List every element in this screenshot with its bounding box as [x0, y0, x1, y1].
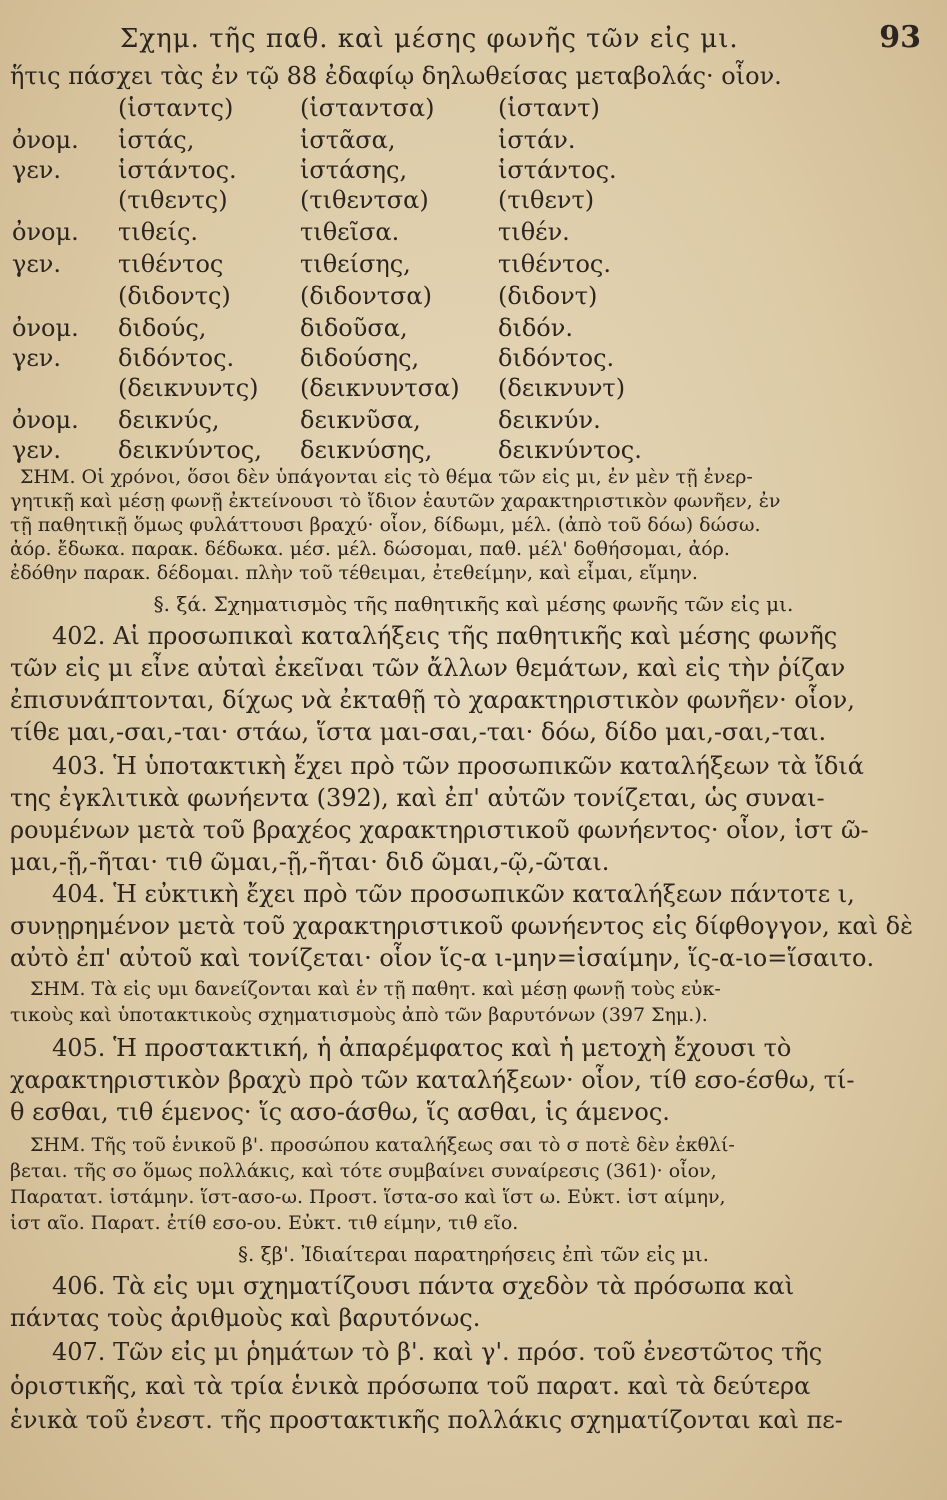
neuter-form: δεικνύν. [498, 406, 601, 434]
note-line: ΣΗΜ. Τῆς τοῦ ἑνικοῦ β'. προσώπου καταλήξεως σαι τὸ σ ποτὲ δὲν ἐκθλί- [30, 1134, 735, 1156]
paragraph-line: ὁριστικῆς, καὶ τὰ τρία ἑνικὰ πρόσωπα τοῦ παρατ. καὶ τὰ δεύτερα [10, 1372, 811, 1400]
intro-line: ἥτις πάσχει τὰς ἐν τῷ 88 ἐδαφίῳ δηλωθείσας μεταβολάς· οἷον. [10, 62, 782, 90]
feminine-form: διδοῦσα, [300, 314, 408, 342]
feminine-form: ἱστᾶσα, [300, 126, 396, 154]
case-label: γεν. [12, 344, 61, 372]
neuter-form: διδόν. [498, 314, 573, 342]
case-label: γεν. [12, 156, 61, 184]
case-label: ὀνομ. [12, 406, 79, 434]
paragraph-line: ρουμένων μετὰ τοῦ βραχέος χαρακτηριστικοῦ φωνήεντος· οἷον, ἱστ ῶ- [10, 816, 869, 844]
feminine-form: (διδοντσα) [300, 282, 432, 310]
masculine-form: ἱστάς, [118, 126, 195, 154]
page-header [0, 20, 947, 60]
paragraph-line: πάντας τοὺς ἀριθμοὺς καὶ βαρυτόνως. [10, 1304, 481, 1332]
paragraph-line: ἐπισυνάπτονται, δίχως νὰ ἐκταθῇ τὸ χαρακτηριστικὸν φωνῆεν· οἷον, [10, 686, 855, 714]
neuter-form: τιθέν. [498, 218, 570, 246]
note-line: ἀόρ. ἔδωκα. παρακ. δέδωκα. μέσ. μέλ. δώσομαι, παθ. μέλ' δοθήσομαι, ἀόρ. [10, 538, 730, 560]
paragraph-line: τίθε μαι,-σαι,-ται· στάω, ἵστα μαι-σαι,-ται· δόω, δίδο μαι,-σαι,-ται. [10, 718, 827, 746]
feminine-form: τιθείσης, [300, 250, 411, 278]
note-line: Παρατατ. ἱστάμην. ἵστ-ασο-ω. Προστ. ἵστα-σο καὶ ἵστ ω. Εὐκτ. ἱστ αίμην, [10, 1186, 726, 1208]
paragraph-line: μαι,-ῇ,-ῆται· τιθ ῶμαι,-ῇ,-ῆται· διδ ῶμαι,-ῷ,-ῶται. [10, 848, 610, 876]
note-line: ΣΗΜ. Οἱ χρόνοι, ὅσοι δὲν ὑπάγονται εἰς τὸ θέμα τῶν εἰς μι, ἐν μὲν τῇ ἐνερ- [20, 466, 753, 488]
paragraph-line: ἑνικὰ τοῦ ἐνεστ. τῆς προστακτικῆς πολλάκις σχηματίζονται καὶ πε- [10, 1406, 843, 1434]
paragraph-line: 404. Ἡ εὐκτικὴ ἔχει πρὸ τῶν προσωπικῶν καταλήξεων πάντοτε ι, [52, 880, 855, 908]
paragraph-line: αὐτὸ ἐπ' αὐτοῦ καὶ τονίζεται· οἷον ἵς-α ι-μην=ἱσαίμην, ἵς-α-ιο=ἵσαιτο. [10, 944, 875, 972]
masculine-form: διδόντος. [118, 344, 235, 372]
neuter-form: ἱστάν. [498, 126, 576, 154]
masculine-form: τιθείς. [118, 218, 199, 246]
paragraph-line: 407. Τῶν εἰς μι ῥημάτων τὸ β'. καὶ γ'. πρόσ. τοῦ ἐνεστῶτος τῆς [52, 1338, 823, 1366]
case-label: γεν. [12, 436, 61, 464]
masculine-form: (τιθεντς) [118, 186, 228, 214]
paragraph-line: 406. Τὰ εἰς υμι σχηματίζουσι πάντα σχεδὸν τὰ πρόσωπα καὶ [52, 1272, 795, 1300]
section-heading: §. ξά. Σχηματισμὸς τῆς παθητικῆς καὶ μέσης φωνῆς τῶν εἰς μι. [153, 592, 794, 616]
paragraph-line: 402. Αἱ προσωπικαὶ καταλήξεις τῆς παθητικῆς καὶ μέσης φωνῆς [52, 622, 838, 650]
case-label: ὀνομ. [12, 126, 79, 154]
paragraph-line: 403. Ἡ ὑποτακτικὴ ἔχει πρὸ τῶν προσωπικῶν καταλήξεων τὰ ἴδιά [52, 752, 864, 780]
neuter-form: (ἱσταντ) [498, 94, 600, 122]
neuter-form: (διδοντ) [498, 282, 598, 310]
paragraph-line: χαρακτηριστικὸν βραχὺ πρὸ τῶν καταλήξεων· οἷον, τίθ εσο-έσθω, τί- [10, 1066, 855, 1094]
feminine-form: τιθεῖσα. [300, 218, 400, 246]
note-line: ἱστ αῖο. Παρατ. ἐτίθ εσο-ου. Εὐκτ. τιθ είμην, τιθ εῖο. [10, 1212, 519, 1234]
masculine-form: (δεικνυντς) [118, 374, 259, 402]
page-number: 93 [879, 20, 921, 55]
note-line: τῇ παθητικῇ ὅμως φυλάττουσι βραχύ· οἷον, δίδωμι, μέλ. (ἀπὸ τοῦ δόω) δώσω. [10, 514, 761, 536]
neuter-form: ἱστάντος. [498, 156, 617, 184]
feminine-form: διδούσης, [300, 344, 420, 372]
feminine-form: δεικνῦσα, [300, 406, 421, 434]
feminine-form: δεικνύσης, [300, 436, 433, 464]
masculine-form: δεικνύντος, [118, 436, 262, 464]
neuter-form: (δεικνυντ) [498, 374, 626, 402]
section-heading: §. ξβ'. Ἰδιαίτεραι παρατηρήσεις ἐπὶ τῶν εἰς μι. [237, 1242, 710, 1266]
note-line: ΣΗΜ. Τὰ εἰς υμι δανείζονται καὶ ἐν τῇ παθητ. καὶ μέσῃ φωνῇ τοὺς εὐκ- [30, 978, 721, 1000]
case-label: ὀνομ. [12, 314, 79, 342]
paragraph-line: τῶν εἰς μι εἶνε αὐταὶ ἐκεῖναι τῶν ἄλλων θεμάτων, καὶ εἰς τὴν ῥίζαν [10, 654, 846, 682]
note-line: γητικῇ καὶ μέσῃ φωνῇ ἐκτείνουσι τὸ ἴδιον ἑαυτῶν χαρακτηριστικὸν φωνῆεν, ἐν [10, 490, 781, 512]
case-label: ὀνομ. [12, 218, 79, 246]
note-line: βεται. τῆς σο ὅμως πολλάκις, καὶ τότε συμβαίνει συναίρεσις (361)· οἷον, [10, 1160, 717, 1182]
neuter-form: δεικνύντος. [498, 436, 642, 464]
masculine-form: ἱστάντος. [118, 156, 237, 184]
masculine-form: (διδοντς) [118, 282, 231, 310]
note-line: ἐδόθην παρακ. δέδομαι. πλὴν τοῦ τέθειμαι, ἐτεθείμην, καὶ εἶμαι, εἵμην. [10, 562, 698, 584]
feminine-form: (δεικνυντσα) [300, 374, 460, 402]
paragraph-line: συνῃρημένον μετὰ τοῦ χαρακτηριστικοῦ φωνήεντος εἰς δίφθογγον, καὶ δὲ [10, 912, 913, 940]
feminine-form: (ἱσταντσα) [300, 94, 435, 122]
neuter-form: (τιθεντ) [498, 186, 595, 214]
masculine-form: τιθέντος [118, 250, 224, 278]
paragraph-line: της ἐγκλιτικὰ φωνήεντα (392), καὶ ἐπ' αὐτῶν τονίζεται, ὡς συναι- [10, 784, 825, 812]
paragraph-line: θ εσθαι, τιθ έμενος· ἵς ασο-άσθω, ἵς ασθαι, ἱς άμενος. [10, 1098, 670, 1126]
paragraph-line: 405. Ἡ προστακτική, ἡ ἀπαρέμφατος καὶ ἡ μετοχὴ ἔχουσι τὸ [52, 1034, 792, 1062]
masculine-form: δεικνύς, [118, 406, 220, 434]
feminine-form: (τιθεντσα) [300, 186, 429, 214]
case-label: γεν. [12, 250, 61, 278]
note-line: τικοὺς καὶ ὑποτακτικοὺς σχηματισμοὺς ἀπὸ τῶν βαρυτόνων (397 Σημ.). [10, 1004, 708, 1026]
feminine-form: ἱστάσης, [300, 156, 408, 184]
masculine-form: διδούς, [118, 314, 207, 342]
running-title: Σχημ. τῆς παθ. καὶ μέσης φωνῆς τῶν εἰς μι. [120, 24, 739, 54]
masculine-form: (ἱσταντς) [118, 94, 234, 122]
neuter-form: διδόντος. [498, 344, 615, 372]
neuter-form: τιθέντος. [498, 250, 611, 278]
